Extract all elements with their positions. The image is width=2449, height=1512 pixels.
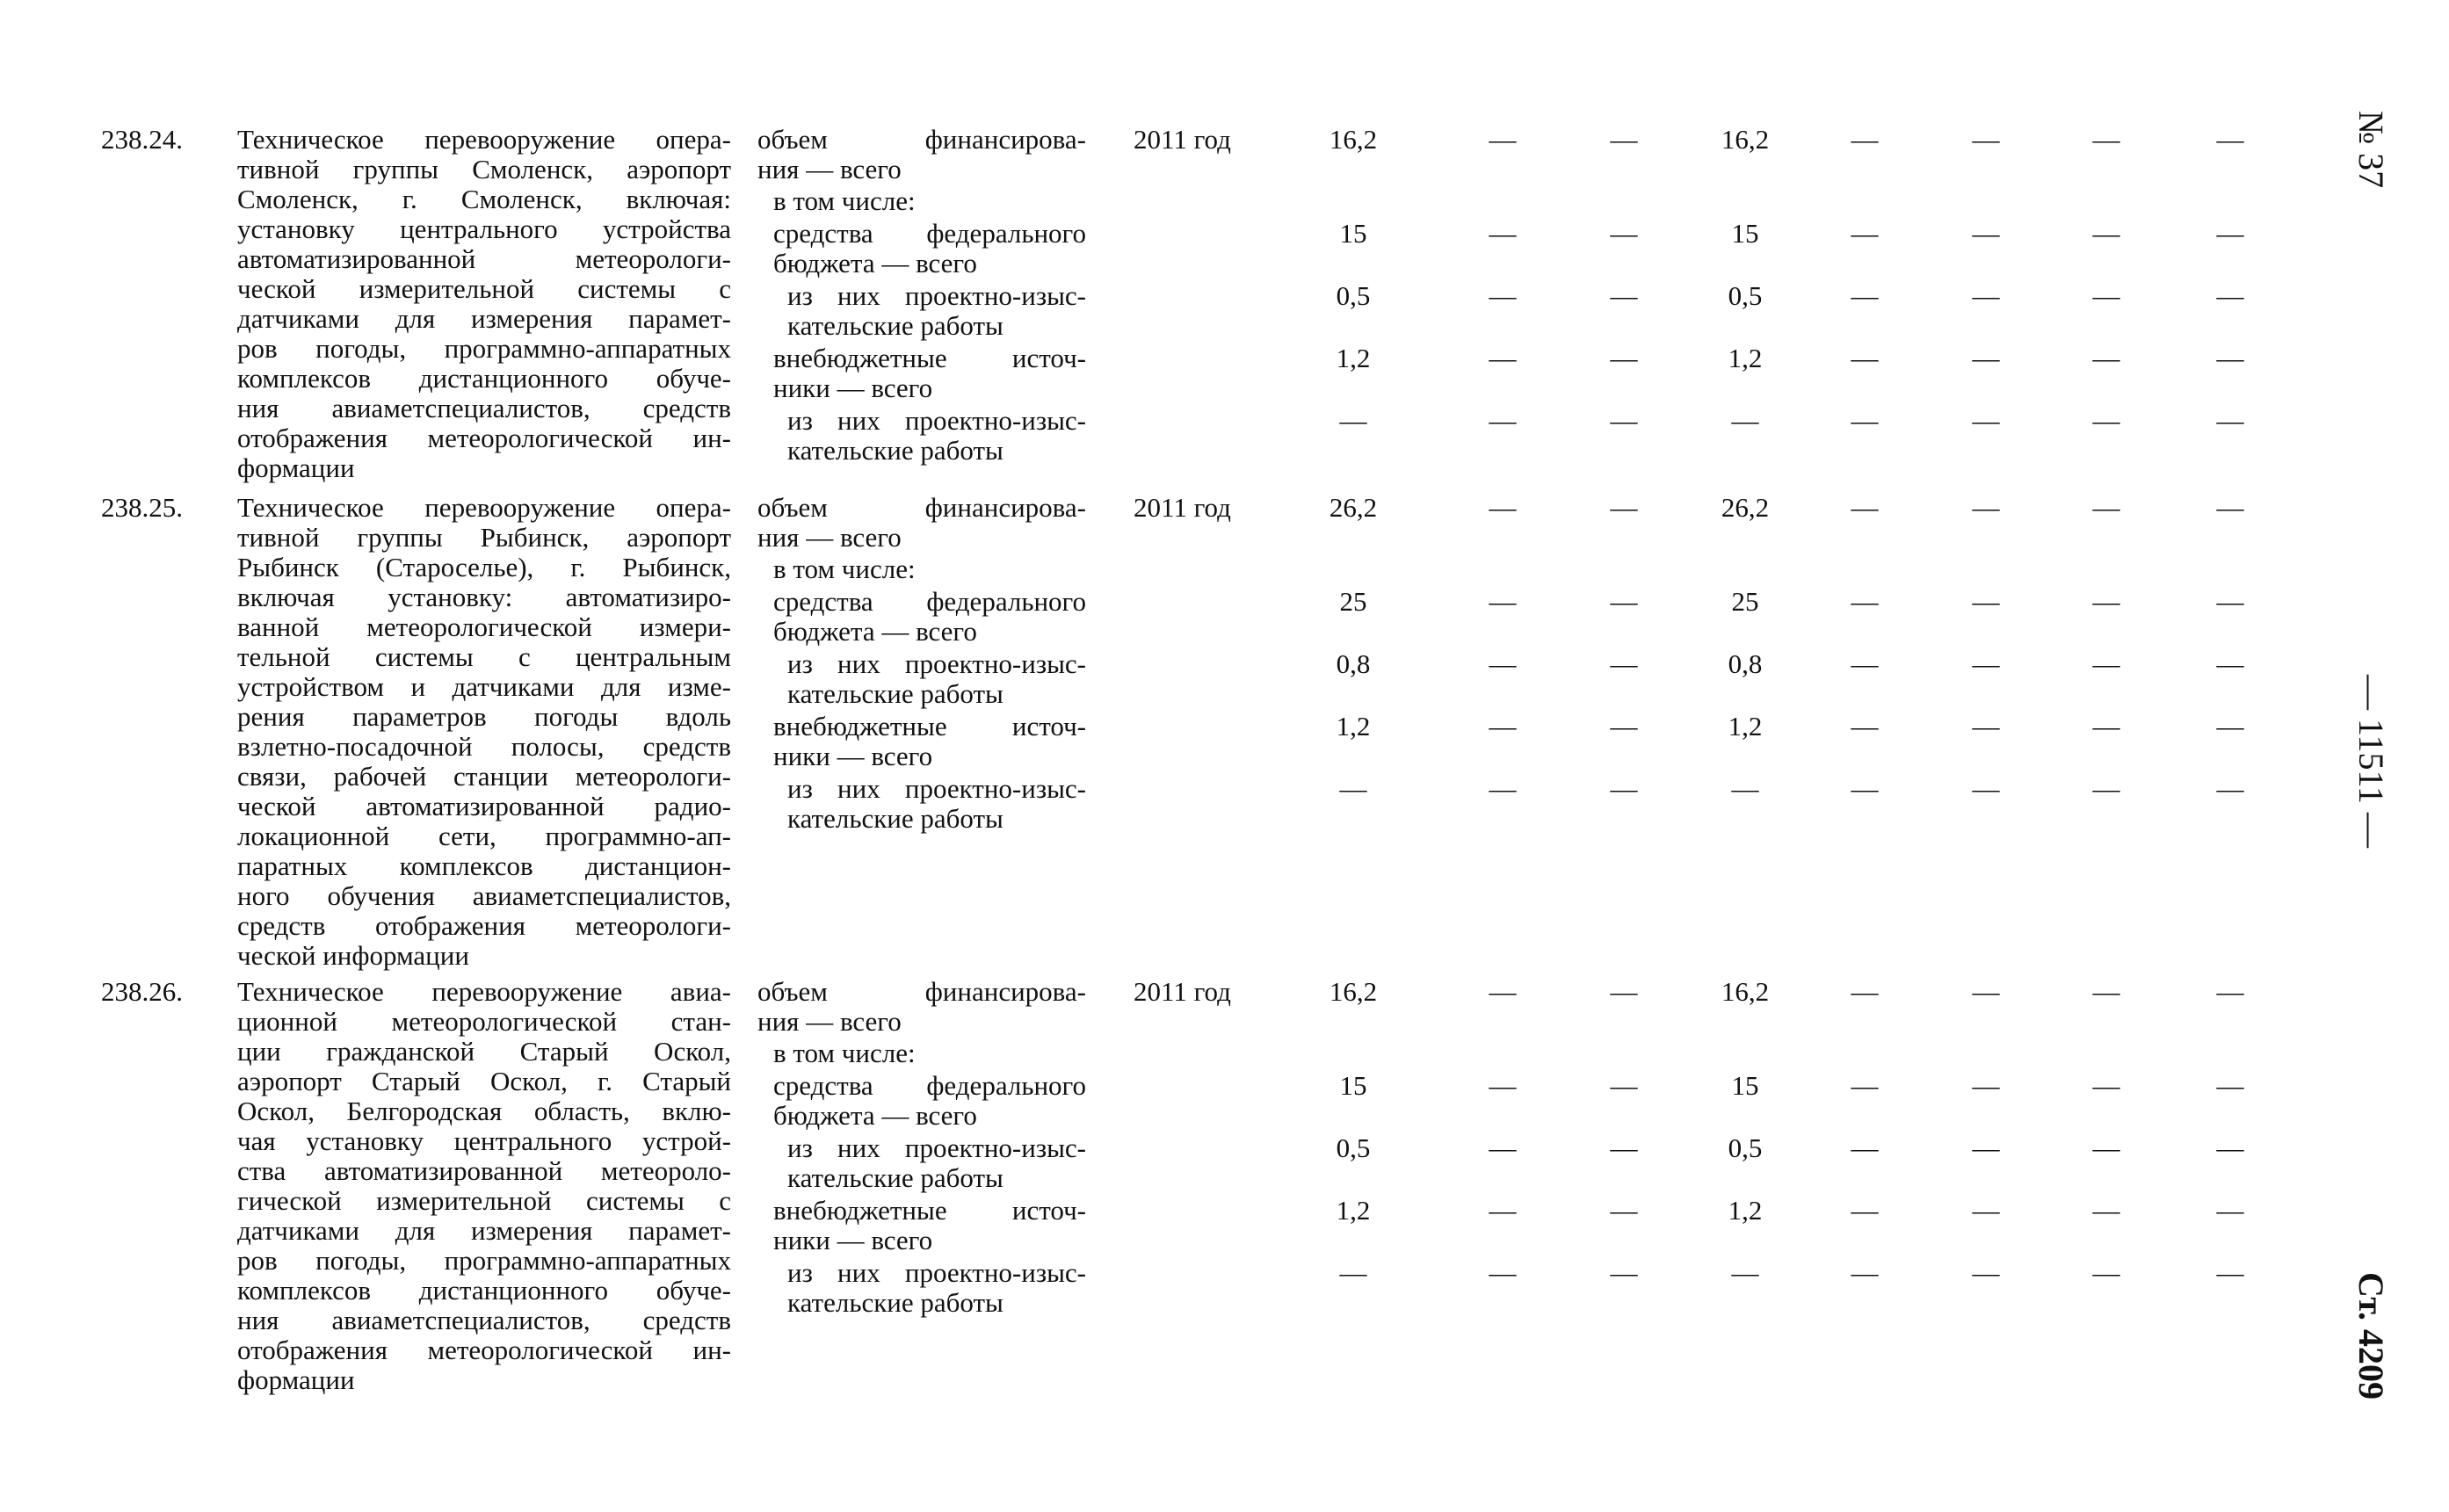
page-number-right: Ст. 4209 [2351,1272,2391,1400]
description-line: локационной сети, программно-ап- [237,821,731,851]
value-cell: 0,8 [1728,648,1763,679]
row-label: внебюджетные источ- [773,1196,1086,1226]
value-cell: — [1610,1195,1638,1226]
value-cell: — [1972,586,2000,617]
description-line: Техническое перевооружение опера- [237,125,731,155]
value-cell: — [1489,1257,1517,1288]
value-cell: — [1851,1070,1879,1101]
value-cell: — [1972,124,2000,155]
side-header [2285,0,2416,1512]
value-cell: — [1851,280,1879,311]
row-label: средства федерального [773,1071,1086,1101]
description-line: аэропорт Старый Оскол, г. Старый [237,1067,731,1096]
row-label: из них проектно-изыс- [787,406,1086,436]
description-line: ческой информации [237,940,469,971]
description-line: ния авиаметспециалистов, средств [237,394,731,423]
value-cell: — [1851,218,1879,249]
description-line: автоматизированной метеорологи- [237,244,731,274]
value-cell: — [1489,976,1517,1007]
value-cell: 1,2 [1728,1195,1763,1226]
value-cell: — [1610,773,1638,804]
value-cell: — [1610,280,1638,311]
year-cell: 2011 год [1134,976,1231,1007]
value-cell: 1,2 [1728,711,1763,742]
row-label: объем финансирова- [757,977,1086,1007]
value-cell: — [1972,976,2000,1007]
value-cell: — [1610,124,1638,155]
value-cell: — [2216,492,2244,523]
value-cell: — [1972,773,2000,804]
description-line: ческой измерительной системы с [237,274,731,304]
row-label: объем финансирова- [757,125,1086,155]
value-cell: — [1731,405,1759,436]
row-label: средства федерального [773,219,1086,249]
row-label: ники — всего [773,741,933,771]
description-line: датчиками для измерения парамет- [237,304,731,334]
value-cell: — [1731,773,1759,804]
value-cell: — [2092,1257,2120,1288]
value-cell: — [2216,280,2244,311]
description-line: отображения метеорологической ин- [237,423,731,453]
row-label: из них проектно-изыс- [787,1258,1086,1288]
description-line: взлетно-посадочной полосы, средств [237,732,731,762]
description-line: устройством и датчиками для изме- [237,672,731,702]
value-cell: — [1851,1257,1879,1288]
value-cell: — [1489,1070,1517,1101]
value-cell: — [2216,1132,2244,1163]
row-label: из них проектно-изыс- [787,1133,1086,1163]
value-cell: — [1851,343,1879,373]
description-line: рения параметров погоды вдоль [237,702,731,732]
value-cell: 15 [1731,1070,1759,1101]
value-cell: — [2216,711,2244,742]
value-cell: — [1489,280,1517,311]
description-line: установку центрального устройства [237,214,731,244]
row-label: кательские работы [787,678,1004,709]
row-label: ния — всего [757,1006,902,1037]
value-cell: — [2092,648,2120,679]
value-cell: 1,2 [1336,343,1371,373]
value-cell: — [1610,1070,1638,1101]
description-line: формации [237,452,355,483]
row-label: кательские работы [787,435,1004,466]
description-line: ров погоды, программно-аппаратных [237,334,731,364]
value-cell: — [1851,1195,1879,1226]
value-cell: — [1851,586,1879,617]
value-cell: 16,2 [1721,976,1770,1007]
description-line: Техническое перевооружение опера- [237,493,731,523]
description-line: датчиками для измерения парамет- [237,1216,731,1246]
description-line: Смоленск, г. Смоленск, включая: [237,184,731,214]
value-cell: 0,5 [1728,280,1763,311]
row-label: бюджета — всего [773,616,977,647]
description-line: отображения метеорологической ин- [237,1335,731,1365]
description-line: комплексов дистанционного обуче- [237,364,731,394]
row-label: бюджета — всего [773,248,977,279]
value-cell: 1,2 [1336,1195,1371,1226]
value-cell: — [1851,711,1879,742]
entry-number: 238.25. [101,492,183,523]
row-label: ники — всего [773,373,933,403]
description-line: ческой автоматизированной радио- [237,792,731,821]
value-cell: — [2216,405,2244,436]
value-cell: — [1489,1132,1517,1163]
value-cell: — [2216,648,2244,679]
value-cell: — [1972,711,2000,742]
value-cell: 1,2 [1336,711,1371,742]
value-cell: — [2092,124,2120,155]
value-cell: — [1610,1257,1638,1288]
value-cell: — [1339,773,1367,804]
value-cell: — [1489,343,1517,373]
value-cell: — [2216,1257,2244,1288]
value-cell: — [1610,343,1638,373]
row-label: кательские работы [787,803,1004,834]
description-line: ции гражданской Старый Оскол, [237,1037,731,1067]
description-line: связи, рабочей станции метеорологи- [237,762,731,792]
value-cell: 0,5 [1336,280,1371,311]
value-cell: — [1972,1257,2000,1288]
description-line: ров погоды, программно-аппаратных [237,1246,731,1276]
description-line: ния авиаметспециалистов, средств [237,1306,731,1335]
value-cell: — [1610,586,1638,617]
value-cell: — [2092,218,2120,249]
row-label: ния — всего [757,154,902,184]
value-cell: — [1489,773,1517,804]
page-number-center: — 11511 — [2351,675,2391,849]
row-label: из них проектно-изыс- [787,281,1086,311]
value-cell: — [2092,1070,2120,1101]
value-cell: — [1489,124,1517,155]
value-cell: — [1851,1132,1879,1163]
value-cell: — [1972,1070,2000,1101]
description-line: включая установку: автоматизиро- [237,582,731,612]
row-label: средства федерального [773,587,1086,617]
row-label: кательские работы [787,1287,1004,1318]
value-cell: — [2216,343,2244,373]
row-label: кательские работы [787,310,1004,341]
value-cell: — [1972,343,2000,373]
description-line: паратных комплексов дистанцион- [237,851,731,881]
value-cell: 15 [1731,218,1759,249]
entry-number: 238.24. [101,124,183,155]
description-line: тивной группы Рыбинск, аэропорт [237,523,731,553]
value-cell: — [1851,976,1879,1007]
value-cell: 0,5 [1336,1132,1371,1163]
value-cell: — [2092,343,2120,373]
description-line: Рыбинск (Староселье), г. Рыбинск, [237,553,731,582]
value-cell: — [2216,1070,2244,1101]
description-line: комплексов дистанционного обуче- [237,1276,731,1306]
value-cell: — [1972,1132,2000,1163]
value-cell: — [1610,976,1638,1007]
value-cell: — [2092,773,2120,804]
value-cell: — [1972,492,2000,523]
value-cell: 15 [1339,218,1367,249]
value-cell: 16,2 [1329,976,1378,1007]
row-label: в том числе: [773,185,916,216]
entry-number: 238.26. [101,976,183,1007]
row-label: ния — всего [757,522,902,553]
value-cell: — [1610,648,1638,679]
description-line: ного обучения авиаметспециалистов, [237,881,731,911]
row-label: объем финансирова- [757,493,1086,523]
value-cell: — [1851,405,1879,436]
description-line: средств отображения метеорологи- [237,911,731,941]
value-cell: — [1972,1195,2000,1226]
value-cell: 0,8 [1336,648,1371,679]
year-cell: 2011 год [1134,492,1231,523]
value-cell: — [1489,405,1517,436]
value-cell: — [1489,492,1517,523]
row-label: из них проектно-изыс- [787,774,1086,804]
value-cell: — [2216,1195,2244,1226]
description-line: гической измерительной системы с [237,1186,731,1216]
row-label: из них проектно-изыс- [787,649,1086,679]
value-cell: — [1851,773,1879,804]
row-label: ники — всего [773,1225,933,1255]
value-cell: — [1851,648,1879,679]
description-line: ционной метеорологической стан- [237,1007,731,1037]
value-cell: — [2216,976,2244,1007]
description-line: ванной метеорологической измери- [237,612,731,642]
value-cell: 15 [1339,1070,1367,1101]
value-cell: 1,2 [1728,343,1763,373]
value-cell: — [2216,124,2244,155]
value-cell: — [2092,711,2120,742]
description-line: формации [237,1364,355,1395]
description-line: чая установку центрального устрой- [237,1126,731,1156]
value-cell: — [2092,976,2120,1007]
value-cell: — [1972,405,2000,436]
value-cell: — [2092,586,2120,617]
value-cell: — [1972,648,2000,679]
value-cell: — [1339,405,1367,436]
value-cell: — [1489,648,1517,679]
value-cell: — [1851,124,1879,155]
issue-number: № 37 [2351,111,2391,189]
value-cell: — [1489,586,1517,617]
value-cell: — [1972,280,2000,311]
row-label: в том числе: [773,553,916,584]
value-cell: 26,2 [1329,492,1378,523]
value-cell: 25 [1731,586,1759,617]
description-line: Техническое перевооружение авиа- [237,977,731,1007]
value-cell: 0,5 [1728,1132,1763,1163]
value-cell: — [1339,1257,1367,1288]
value-cell: — [2092,405,2120,436]
value-cell: — [1489,218,1517,249]
value-cell: — [1731,1257,1759,1288]
value-cell: — [1610,1132,1638,1163]
value-cell: — [1610,492,1638,523]
value-cell: — [1610,218,1638,249]
value-cell: — [1972,218,2000,249]
value-cell: — [1610,711,1638,742]
row-label: внебюджетные источ- [773,712,1086,742]
value-cell: 16,2 [1329,124,1378,155]
row-label: кательские работы [787,1162,1004,1193]
row-label: в том числе: [773,1038,916,1068]
value-cell: — [2216,586,2244,617]
description-line: ства автоматизированной метеороло- [237,1156,731,1186]
value-cell: — [2092,1195,2120,1226]
value-cell: 26,2 [1721,492,1770,523]
value-cell: — [2216,218,2244,249]
row-label: внебюджетные источ- [773,344,1086,373]
value-cell: — [2092,1132,2120,1163]
row-label: бюджета — всего [773,1100,977,1131]
year-cell: 2011 год [1134,124,1231,155]
value-cell: — [1489,1195,1517,1226]
value-cell: — [1610,405,1638,436]
value-cell: 25 [1339,586,1367,617]
description-line: тельной системы с центральным [237,642,731,672]
value-cell: — [2092,492,2120,523]
description-line: Оскол, Белгородская область, вклю- [237,1096,731,1126]
value-cell: — [2216,773,2244,804]
value-cell: — [1489,711,1517,742]
value-cell: — [1851,492,1879,523]
description-line: тивной группы Смоленск, аэропорт [237,155,731,184]
value-cell: 16,2 [1721,124,1770,155]
value-cell: — [2092,280,2120,311]
